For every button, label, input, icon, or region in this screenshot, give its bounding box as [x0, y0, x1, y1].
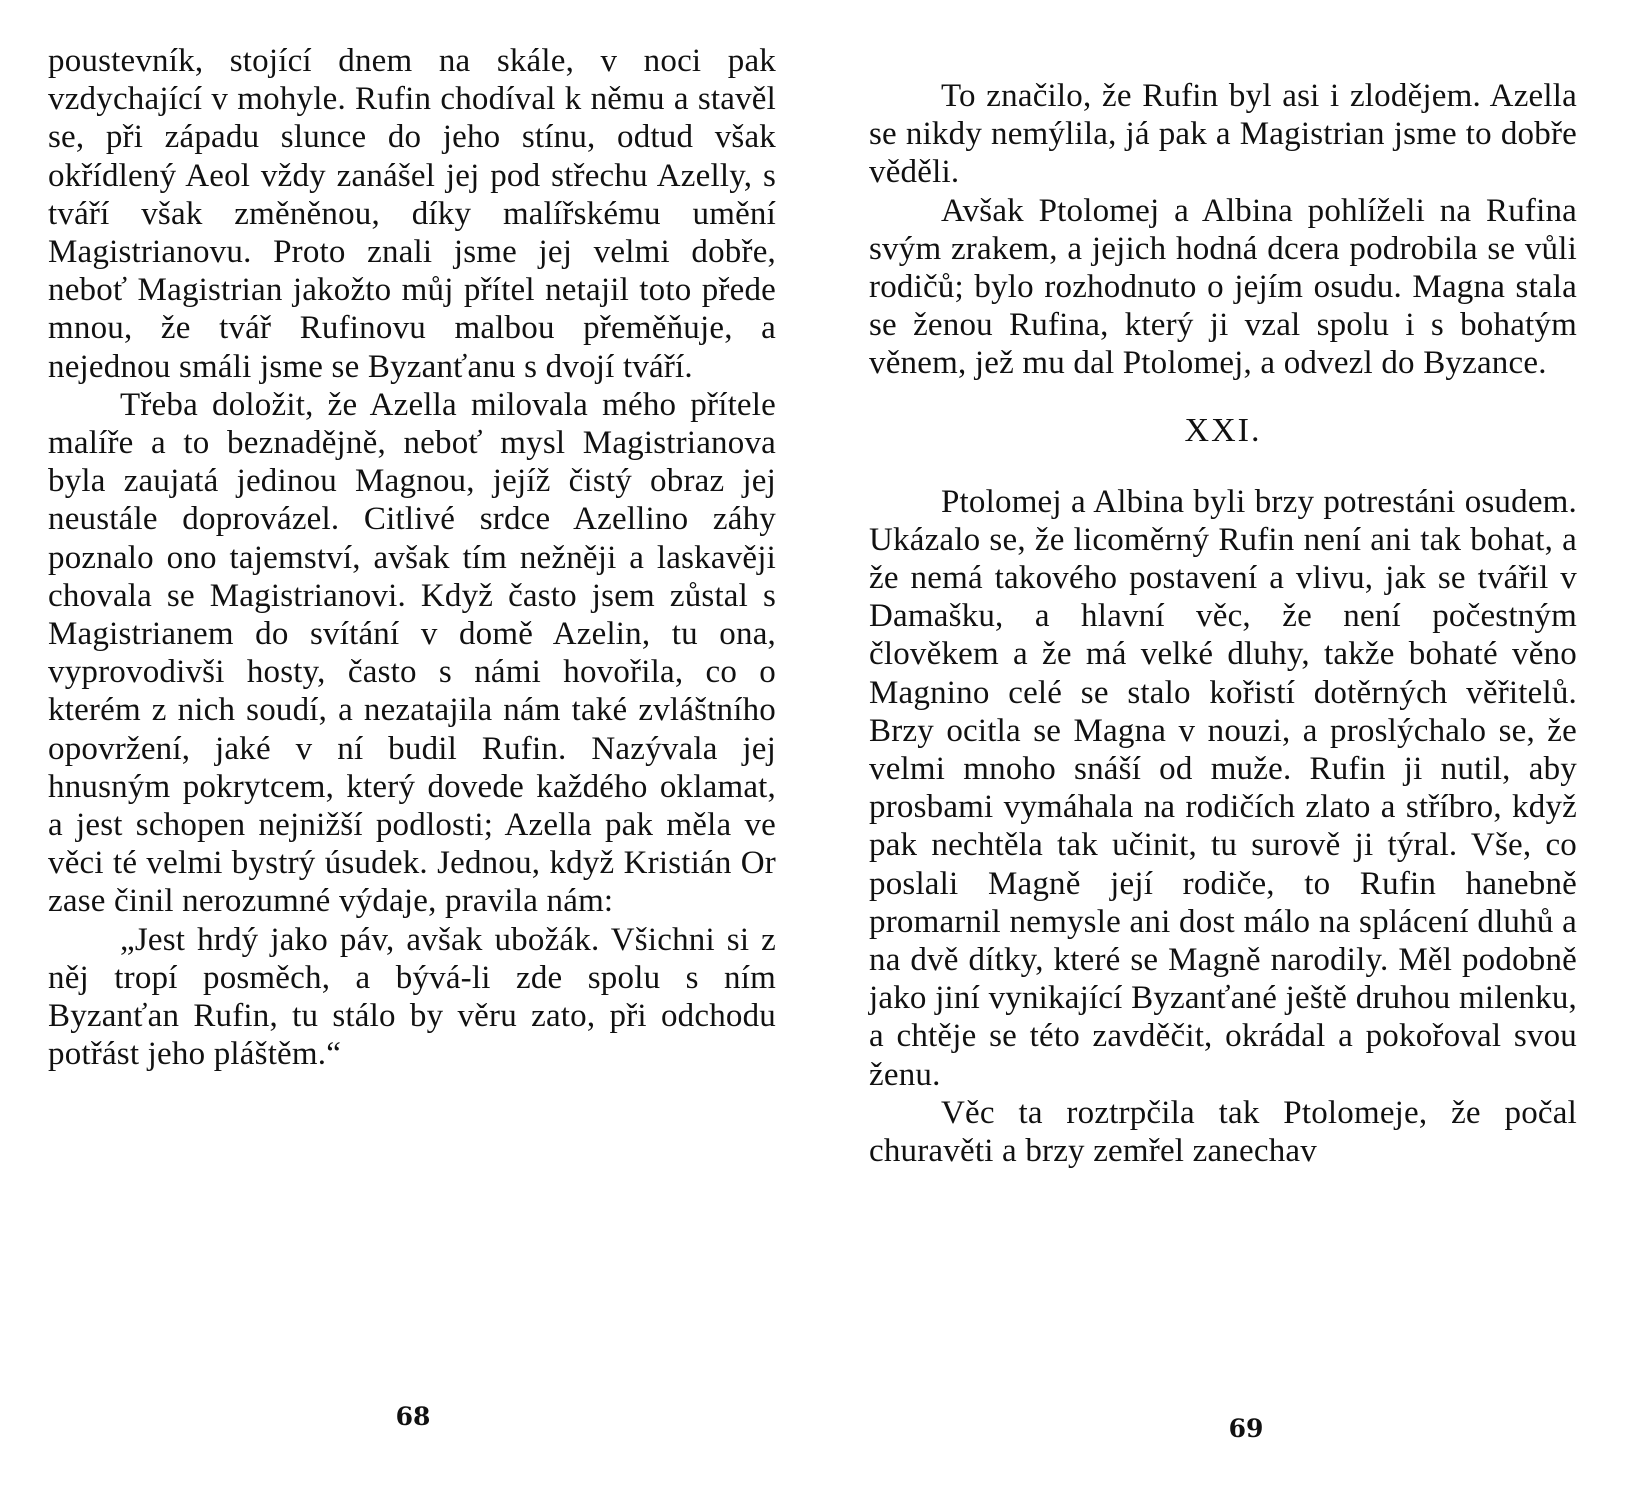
paragraph: To značilo, že Rufin byl asi i zlodějem. Azella se nikdy nemýlila, já pak a Magistrian jsme to dobře věděli.: [869, 78, 1577, 191]
paragraph: Ptolomej a Albina byli brzy potrestáni osudem. Ukázalo se, že licoměrný Rufin není ani tak bohat, a že nemá takového postavení a vlivu, jak se tvářil v Damašku, a hlavní věc, že není počestným člověkem a že má velké dluhy, takže bohaté věno Magnino celé se stalo kořistí dotěrných věřitelů. Brzy ocitla se Magna v nouzi, a proslýchalo se, že velmi mnoho snáší od muže. Rufin ji nutil, aby prosbami vymáhala na rodičích zlato a stříbro, když pak nechtěla tak učinit, tu surově ji týral. Vše, co poslali Magně její rodiče, to Rufin hanebně promarnil nemysle ani dost málo na splácení dluhů a na dvě dítky, které se Magně narodily. Měl podobně jako jiní vynikající Byzanťané ještě druhou milenku, a chtěje se této zavděčit, okrádal a pokořoval svou ženu.: [869, 483, 1577, 1093]
paragraph: Věc ta roztrpčila tak Ptolomeje, že počal churavěti a brzy zemřel zanechav: [869, 1094, 1577, 1170]
paragraph: Avšak Ptolomej a Albina pohlíželi na Rufina svým zrakem, a jejich hodná dcera podrobila se vůli rodičů; bylo rozhodnuto o jejím osudu. Magna stala se ženou Rufina, který ji vzal spolu i s bohatým věnem, jež mu dal Ptolomej, a odvezl do Byzance.: [869, 192, 1577, 382]
page-number: 69: [1228, 1414, 1264, 1443]
right-page-text: [869, 77, 1577, 1170]
paragraph: Třeba doložit, že Azella milovala mého přítele malíře a to beznadějně, neboť mysl Magistrianova byla zaujatá jedinou Magnou, jejíž čistý obraz jej neustále doprovázel. Citlivé srdce Azellino záhy poznalo ono tajemství, avšak tím nežněji a laskavěji chovala se Magistrianovi. Když často jsem zůstal s Magistrianem do svítání v domě Azelin, tu ona, vyprovodivši hosty, často s námi hovořila, co o kterém z nich soudí, a nezatajila nám také zvláštního opovržení, jaké v ní budil Rufin. Nazývala jej hnusným pokrytcem, který dovede každého oklamat, a jest schopen nejnižší podlosti; Azella pak měla ve věci té velmi bystrý úsudek. Jednou, když Kristián Or zase činil nerozumné výdaje, pravila nám:: [48, 386, 776, 920]
page-number: 68: [395, 1402, 431, 1431]
right-page: [819, 0, 1638, 1500]
paragraph: poustevník, stojící dnem na skále, v noci pak vzdychající v mohyle. Rufin chodíval k němu a stavěl se, při západu slunce do jeho stínu, odtud však okřídlený Aeol vždy zanášel jej pod střechu Azelly, s tváří však změněnou, díky malířskému umění Magistrianovu. Proto znali jsme jej velmi dobře, neboť Magistrian jakožto můj přítel netajil toto přede mnou, že tvář Rufinovu malbou přeměňuje, a nejednou smáli jsme se Byzanťanu s dvojí tváří.: [48, 43, 776, 385]
quote-paragraph: „Jest hrdý jako páv, avšak ubožák. Všichni si z něj tropí posměch, a bývá-li zde spolu s ním Byzanťan Rufin, tu stálo by věru zato, při odchodu potřást jeho pláštěm.“: [48, 921, 776, 1073]
chapter-heading: XXI.: [1184, 411, 1262, 449]
left-page-text: [48, 42, 776, 1073]
